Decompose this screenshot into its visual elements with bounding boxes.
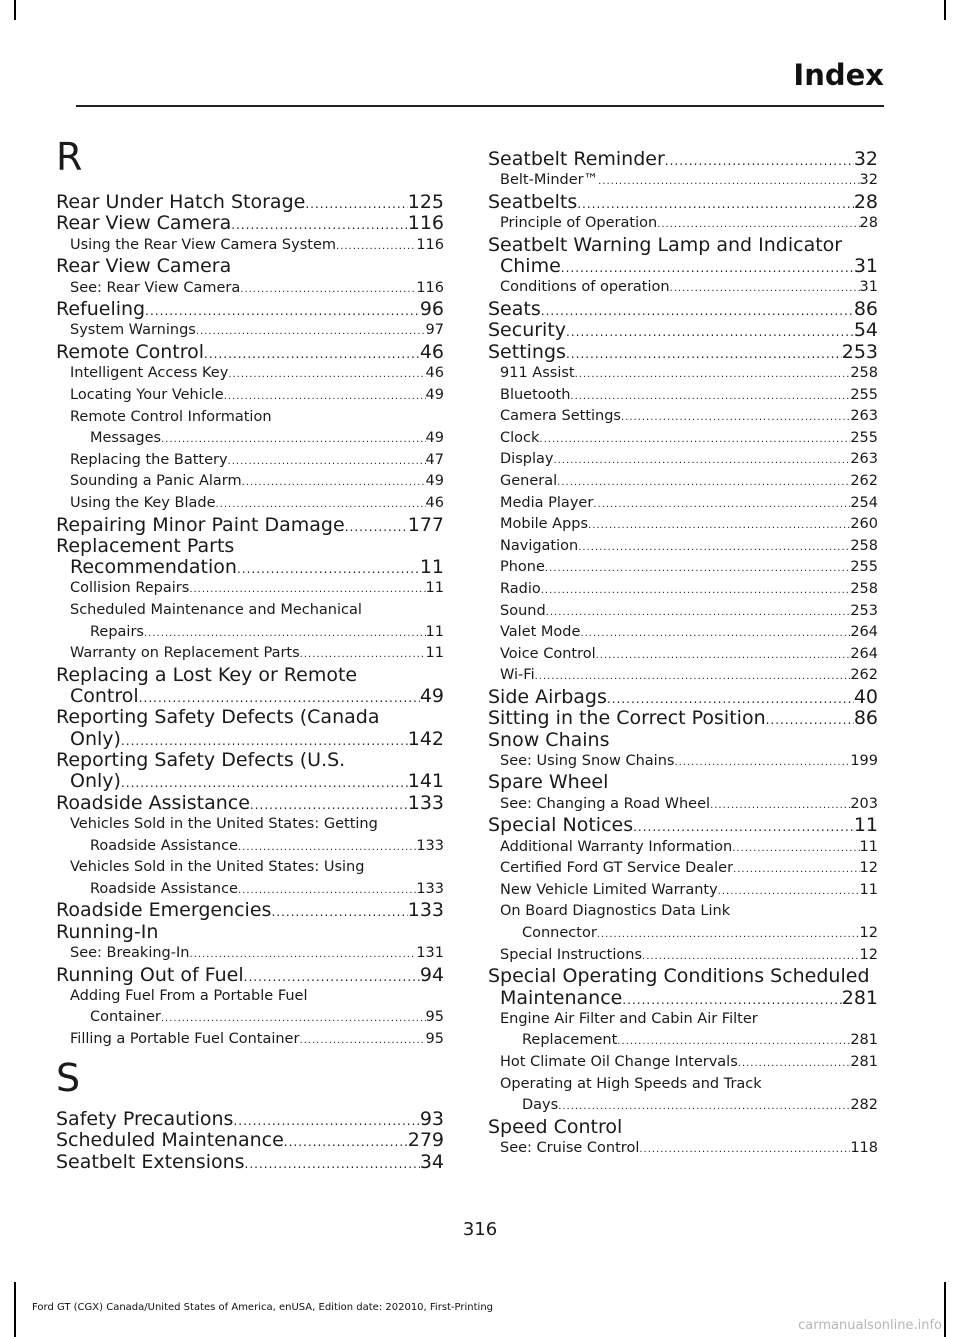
index-entry-page: 254 — [850, 494, 878, 511]
index-entry — [488, 448, 878, 470]
index-entry-page: 46 — [419, 341, 444, 363]
index-entry-text: Seatbelts — [488, 190, 578, 213]
index-entry — [56, 642, 444, 664]
index-entry — [56, 985, 444, 1007]
index-entry-page: 279 — [407, 1129, 444, 1152]
index-entry-text: See: Using Snow Chains — [500, 752, 675, 769]
index-entry-page: 11 — [859, 881, 878, 898]
index-entry-page: 11 — [425, 580, 444, 597]
index-entry-page: 49 — [425, 386, 444, 403]
index-entry-text: Rear View Camera — [56, 212, 232, 235]
index-entry-text: Sound — [500, 602, 546, 619]
index-entry-page: 253 — [841, 340, 878, 363]
index-entry-text: Side Airbags — [488, 685, 607, 708]
index-entry — [488, 191, 878, 213]
index-entry-text: Warranty on Replacement Parts — [70, 645, 300, 662]
index-entry-text: Control — [70, 685, 139, 708]
index-entry-text: Remote Control Information — [70, 408, 272, 425]
index-entry-page: 95 — [425, 1031, 444, 1047]
index-entry — [488, 1094, 878, 1116]
index-entry-text: Container — [90, 1009, 161, 1026]
index-entry-page: 40 — [853, 685, 878, 708]
dot-leader — [245, 1153, 420, 1175]
index-entry-page: 12 — [859, 925, 878, 941]
section-letter-s: S — [56, 1056, 81, 1100]
index-entry-text: Seats — [488, 298, 541, 320]
index-entry — [488, 405, 878, 427]
index-entry-text: Scheduled Maintenance — [56, 1129, 284, 1152]
index-entry — [56, 792, 444, 814]
index-entry-text: Spare Wheel — [488, 771, 609, 794]
index-entry-page: 177 — [407, 513, 444, 536]
index-entry — [488, 298, 878, 320]
index-entry-page: 11 — [425, 645, 444, 662]
index-entry — [488, 319, 878, 341]
index-entry — [56, 856, 444, 878]
index-entry-page: 49 — [425, 430, 444, 447]
index-entry — [56, 341, 444, 363]
index-entry-text: Messages — [90, 430, 162, 447]
index-entry — [56, 749, 444, 771]
index-entry-page: 28 — [853, 190, 878, 213]
index-entry — [56, 835, 444, 857]
index-entry-page: 28 — [859, 215, 878, 232]
index-entry — [488, 1116, 878, 1138]
index-entry — [488, 470, 878, 492]
index-entry — [488, 255, 878, 277]
index-entry-page: 142 — [407, 727, 444, 750]
index-entry-text: Snow Chains — [488, 728, 610, 751]
index-entry-text: Running Out of Fuel — [56, 963, 244, 986]
index-entry — [488, 664, 878, 686]
index-entry — [56, 492, 444, 514]
index-entry — [488, 513, 878, 535]
index-entry-text: Sitting in the Correct Position — [488, 707, 766, 730]
index-entry — [56, 1028, 444, 1050]
index-entry-text: Reporting Safety Defects (U.S. — [56, 749, 346, 771]
index-entry-page: 281 — [841, 986, 878, 1009]
index-entry — [56, 1129, 444, 1151]
index-entry — [56, 621, 444, 643]
index-entry-text: Replacing the Battery — [70, 451, 228, 468]
index-entry-page: 116 — [407, 212, 444, 235]
index-entry — [488, 556, 878, 578]
index-entry-text: Valet Mode — [500, 624, 581, 641]
index-entry-text: Only) — [70, 727, 121, 750]
index-entry — [488, 707, 878, 729]
index-entry-page: 94 — [419, 963, 444, 986]
index-entry-page: 46 — [425, 494, 444, 511]
index-entry-page: 141 — [407, 770, 444, 793]
index-entry-text: Navigation — [500, 537, 579, 554]
index-entry-page: 32 — [853, 148, 878, 170]
index-entry — [488, 1073, 878, 1095]
index-entry — [56, 964, 444, 986]
index-entry-text: Engine Air Filter and Cabin Air Filter — [500, 1010, 758, 1027]
index-entry — [56, 298, 444, 320]
index-entry — [488, 234, 878, 256]
index-entry-text: Chime — [500, 255, 561, 278]
index-entry — [56, 191, 444, 213]
index-entry — [56, 1108, 444, 1130]
index-entry-text: 911 Assist — [500, 364, 575, 381]
index-entry — [488, 169, 878, 191]
index-entry — [488, 1008, 878, 1030]
index-entry-text: Additional Warranty Information — [500, 838, 733, 855]
index-entry — [488, 922, 878, 944]
index-entry-page: 133 — [407, 899, 444, 922]
index-entry — [56, 255, 444, 277]
index-entry-page: 49 — [419, 685, 444, 708]
index-entry — [488, 750, 878, 772]
index-entry-text: Voice Control — [500, 645, 596, 662]
index-entry-text: Seatbelt Warning Lamp and Indicator — [488, 233, 843, 256]
index-entry-text: Connector — [522, 925, 597, 941]
index-entry — [56, 514, 444, 536]
index-entry-text: Radio — [500, 580, 541, 597]
index-entry-text: Days — [522, 1097, 559, 1114]
index-entry-text: Belt-Minder™ — [500, 172, 599, 189]
index-entry — [488, 535, 878, 557]
index-entry-page: 263 — [850, 408, 878, 425]
index-entry-text: Locating Your Vehicle — [70, 386, 224, 403]
index-entry-text: Recommendation — [70, 556, 237, 579]
index-entry-text: See: Rear View Camera — [70, 279, 241, 296]
index-entry — [488, 857, 878, 879]
index-entry — [488, 341, 878, 363]
index-entry-text: Refueling — [56, 298, 146, 321]
index-entry-page: 255 — [850, 559, 878, 576]
index-entry-text: Rear Under Hatch Storage — [56, 191, 306, 213]
index-entry — [488, 148, 878, 170]
index-entry-text: Running-In — [56, 920, 159, 943]
index-entry-text: Media Player — [500, 494, 594, 511]
index-entry — [56, 706, 444, 728]
index-entry-page: 133 — [407, 791, 444, 814]
index-entry — [56, 319, 444, 341]
index-entry — [488, 729, 878, 751]
index-entry-page: 264 — [850, 624, 878, 641]
index-entry-text: Special Operating Conditions Scheduled — [488, 965, 870, 988]
index-entry-text: Reporting Safety Defects (Canada — [56, 706, 380, 729]
index-entry — [488, 900, 878, 922]
index-entry-text: Mobile Apps — [500, 516, 589, 533]
index-entry — [488, 276, 878, 298]
index-entry — [56, 921, 444, 943]
watermark: carmanualsonline.info — [798, 1318, 942, 1333]
index-entry-page: 11 — [419, 556, 444, 579]
index-entry-text: Operating at High Speeds and Track — [500, 1075, 762, 1092]
index-entry-page: 116 — [416, 236, 444, 253]
index-entry — [56, 449, 444, 471]
index-entry — [56, 362, 444, 384]
index-entry-text: Replacement Parts — [56, 534, 235, 557]
index-entry — [56, 728, 444, 750]
index-entry-page: 260 — [850, 516, 878, 533]
index-entry-text: Roadside Emergencies — [56, 899, 272, 922]
index-entry — [488, 987, 878, 1009]
index-entry-text: Repairs — [90, 623, 144, 640]
index-entry-page: 34 — [419, 1150, 444, 1173]
index-entry-page: 116 — [416, 279, 444, 296]
crop-mark — [14, 0, 16, 20]
index-entry-text: New Vehicle Limited Warranty — [500, 881, 718, 898]
index-entry-page: 281 — [850, 1032, 878, 1049]
index-entry-page: 253 — [850, 602, 878, 619]
index-entry — [56, 685, 444, 707]
index-entry-text: Filling a Portable Fuel Container — [70, 1031, 300, 1047]
index-entry-page: 86 — [853, 298, 878, 320]
index-entry-page: 262 — [850, 472, 878, 489]
index-entry-text: Phone — [500, 559, 545, 576]
index-entry-text: Maintenance — [500, 986, 623, 1009]
index-entry — [56, 470, 444, 492]
footer-edition: Ford GT (CGX) Canada/United States of America, enUSA, Edition date: 202010, First-Printing — [32, 1302, 494, 1313]
index-entry — [488, 879, 878, 901]
index-entry-page: 11 — [853, 814, 878, 837]
index-entry — [56, 556, 444, 578]
index-entry-text: Principle of Operation — [500, 215, 658, 232]
index-entry — [488, 965, 878, 987]
page-title: Index — [793, 58, 884, 92]
index-entry — [488, 1051, 878, 1073]
index-entry-text: Using the Rear View Camera System — [70, 236, 337, 253]
index-entry-text: Repairing Minor Paint Damage — [56, 513, 345, 536]
index-entry-text: Safety Precautions — [56, 1108, 234, 1130]
index-entry-text: Clock — [500, 429, 540, 446]
index-entry — [56, 1006, 444, 1028]
index-entry-text: Intelligent Access Key — [70, 365, 229, 382]
index-entry-text: Special Notices — [488, 814, 634, 837]
index-entry-page: 86 — [853, 707, 878, 730]
index-entry — [56, 1151, 444, 1173]
index-entry-page: 11 — [425, 623, 444, 640]
page-number: 316 — [462, 1219, 498, 1240]
index-entry — [488, 944, 878, 966]
index-entry-page: 49 — [425, 473, 444, 490]
index-entry — [488, 814, 878, 836]
index-entry-text: Roadside Assistance — [90, 880, 238, 897]
index-entry-page: 131 — [416, 944, 444, 961]
index-entry-page: 97 — [425, 322, 444, 339]
index-entry-page: 262 — [850, 667, 878, 684]
crop-mark — [944, 1282, 946, 1337]
index-entry-page: 12 — [859, 860, 878, 877]
index-entry-text: Bluetooth — [500, 386, 571, 403]
index-entry-text: Display — [500, 451, 554, 468]
index-entry-text: System Warnings — [70, 322, 196, 339]
index-entry-text: General — [500, 472, 558, 489]
index-entry-page: 95 — [425, 1009, 444, 1026]
crop-mark — [944, 0, 946, 20]
index-entry-text: Collision Repairs — [70, 580, 190, 597]
index-entry-text: Security — [488, 319, 567, 342]
index-entry-text: Vehicles Sold in the United States: Getting — [70, 815, 378, 832]
index-entry — [488, 1137, 878, 1159]
index-entry-page: 258 — [850, 364, 878, 381]
index-entry — [488, 384, 878, 406]
index-entry-text: Speed Control — [488, 1115, 623, 1138]
dot-leader — [639, 1139, 850, 1161]
index-entry-page: 31 — [853, 255, 878, 278]
index-entry-page: 255 — [850, 429, 878, 446]
header-divider — [76, 105, 884, 107]
index-entry-page: 31 — [859, 279, 878, 296]
index-entry-text: Camera Settings — [500, 408, 621, 425]
index-entry-text: Rear View Camera — [56, 255, 232, 278]
index-entry-text: See: Changing a Road Wheel — [500, 795, 711, 812]
index-entry — [56, 406, 444, 428]
index-entry — [488, 621, 878, 643]
index-entry-text: Adding Fuel From a Portable Fuel — [70, 987, 308, 1004]
index-entry-page: 264 — [850, 645, 878, 662]
index-entry-page: 32 — [859, 172, 878, 189]
index-entry — [56, 384, 444, 406]
index-entry-page: 263 — [850, 451, 878, 468]
index-entry-text: Roadside Assistance — [90, 837, 238, 854]
index-entry-text: Vehicles Sold in the United States: Using — [70, 859, 365, 876]
index-entry — [488, 836, 878, 858]
index-entry — [488, 1029, 878, 1051]
index-entry — [488, 771, 878, 793]
index-entry-text: Only) — [70, 770, 121, 793]
index-entry-page: 258 — [850, 537, 878, 554]
index-entry — [488, 212, 878, 234]
index-entry — [488, 578, 878, 600]
index-entry-text: See: Breaking-In — [70, 944, 190, 961]
index-entry-text: Scheduled Maintenance and Mechanical — [70, 602, 362, 618]
index-entry-page: 47 — [425, 451, 444, 468]
index-entry — [56, 234, 444, 256]
index-entry — [488, 362, 878, 384]
index-entry — [56, 277, 444, 299]
index-entry — [56, 664, 444, 686]
crop-mark — [14, 1282, 16, 1337]
index-entry-text: Replacing a Lost Key or Remote — [56, 663, 358, 686]
index-entry-text: Using the Key Blade — [70, 494, 216, 511]
index-entry-page: 93 — [419, 1108, 444, 1130]
index-entry-page: 125 — [407, 191, 444, 213]
index-entry — [56, 813, 444, 835]
index-entry — [56, 942, 444, 964]
index-entry — [56, 770, 444, 792]
index-entry — [56, 427, 444, 449]
index-entry-text: On Board Diagnostics Data Link — [500, 903, 731, 920]
index-entry-text: Special Instructions — [500, 946, 643, 963]
index-entry — [488, 643, 878, 665]
index-entry-page: 203 — [850, 795, 878, 812]
index-entry — [56, 212, 444, 234]
index-entry-page: 133 — [416, 880, 444, 897]
dot-leader — [299, 1030, 425, 1052]
index-entry-text: Settings — [488, 340, 566, 363]
index-entry-text: Wi-Fi — [500, 667, 535, 684]
index-entry — [488, 600, 878, 622]
index-entry-text: Conditions of operation — [500, 279, 670, 296]
index-entry-page: 199 — [850, 752, 878, 769]
index-entry-text: Hot Climate Oil Change Intervals — [500, 1054, 738, 1070]
index-entry-text: Certified Ford GT Service Dealer — [500, 860, 734, 877]
index-entry — [488, 427, 878, 449]
index-entry-text: Seatbelt Reminder — [488, 148, 665, 170]
index-entry-page: 282 — [850, 1097, 878, 1114]
index-entry-page: 96 — [419, 298, 444, 321]
index-entry — [56, 577, 444, 599]
section-letter-r: R — [56, 135, 83, 179]
index-entry — [488, 793, 878, 815]
index-entry — [56, 899, 444, 921]
index-entry-text: See: Cruise Control — [500, 1140, 640, 1157]
index-entry-page: 46 — [425, 365, 444, 382]
index-entry-page: 281 — [850, 1054, 878, 1070]
index-entry — [488, 492, 878, 514]
index-entry — [56, 878, 444, 900]
index-entry-text: Remote Control — [56, 341, 205, 363]
index-entry-text: Replacement — [522, 1032, 618, 1049]
index-entry-page: 12 — [859, 946, 878, 963]
index-entry-text: Seatbelt Extensions — [56, 1150, 245, 1173]
index-entry-page: 54 — [853, 319, 878, 342]
index-entry-page: 11 — [859, 838, 878, 855]
index-entry-text: Sounding a Panic Alarm — [70, 473, 242, 490]
index-entry — [56, 535, 444, 557]
index-entry — [488, 686, 878, 708]
index-entry-page: 255 — [850, 386, 878, 403]
index-entry-page: 133 — [416, 837, 444, 854]
index-entry-page: 118 — [850, 1140, 878, 1157]
index-entry — [56, 599, 444, 621]
index-entry-text: Roadside Assistance — [56, 791, 250, 814]
index-entry-page: 258 — [850, 580, 878, 597]
